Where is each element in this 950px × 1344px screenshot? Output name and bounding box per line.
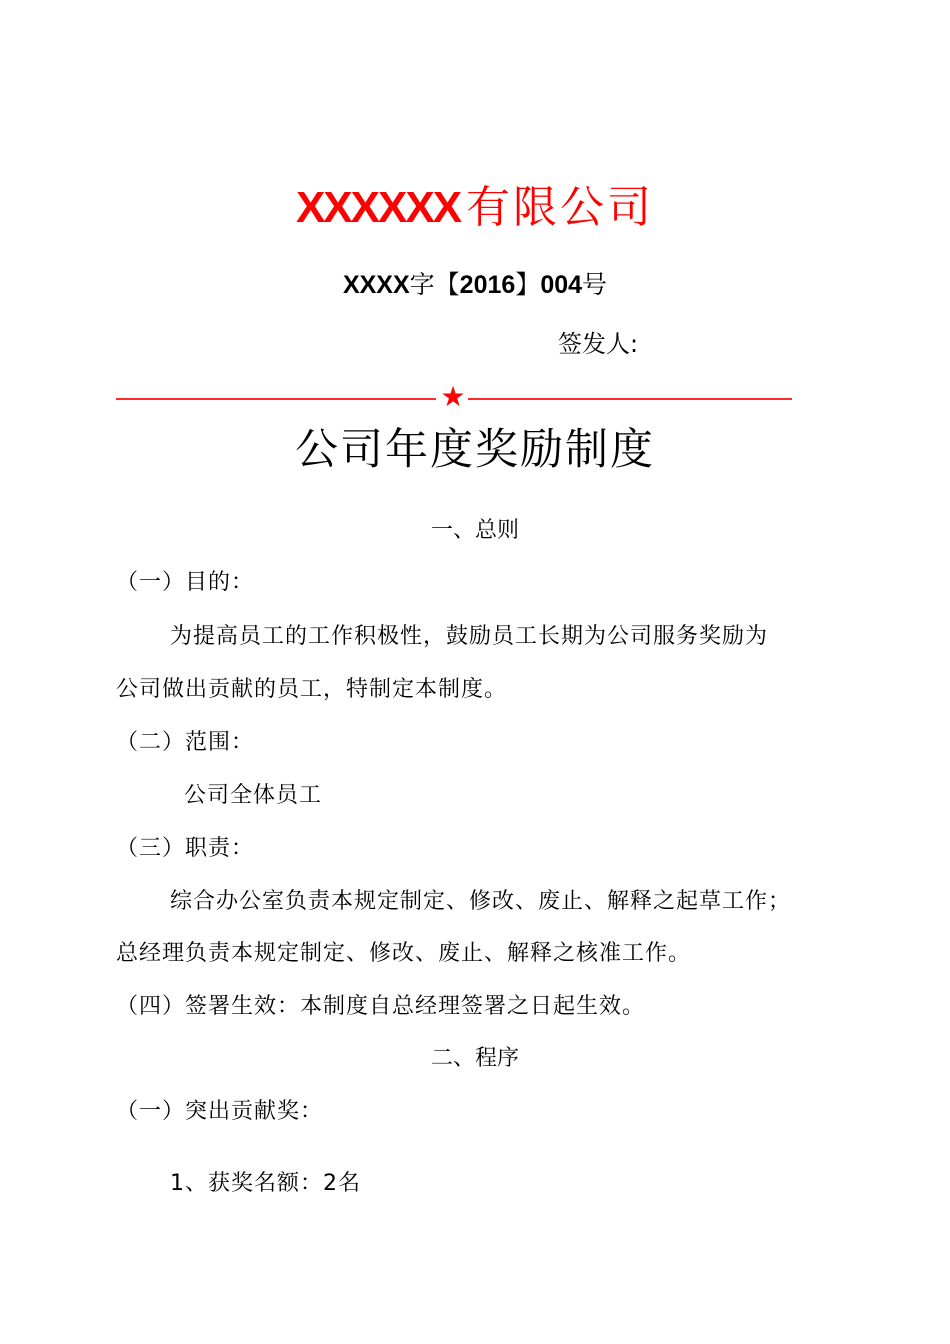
doc-number-prefix: XXXX — [342, 271, 410, 299]
company-name-latin: XXXXXX — [295, 183, 461, 232]
duty-label: （三）职责： — [116, 836, 255, 861]
company-name-cjk: 有限公司 — [466, 182, 655, 233]
purpose-label: （一）目的： — [116, 570, 255, 595]
section-heading-procedure: 二、程序 — [430, 1046, 519, 1071]
purpose-text-line-1: 为提高员工的工作积极性，鼓励员工长期为公司服务奖励为 — [170, 624, 769, 649]
scope-label: （二）范围： — [116, 730, 255, 755]
company-name — [0, 178, 950, 238]
effective-text: （四）签署生效：本制度自总经理签署之日起生效。 — [116, 994, 646, 1019]
doc-number-close: 】 — [515, 270, 541, 299]
doc-number-mid: 字【 — [409, 270, 460, 299]
duty-text-line-1: 综合办公室负责本规定制定、修改、废止、解释之起草工作； — [170, 889, 792, 914]
divider-rule-left — [116, 398, 436, 400]
duty-text-line-2: 总经理负责本规定制定、修改、废止、解释之核准工作。 — [116, 941, 692, 966]
signer-label: 签发人: — [558, 330, 639, 358]
star-icon: ★ — [440, 380, 466, 413]
section-heading-general: 一、总则 — [430, 518, 519, 543]
red-divider — [116, 380, 792, 416]
doc-number-year: 2016 — [459, 271, 516, 299]
award-label: （一）突出贡献奖： — [116, 1099, 324, 1124]
document-title: 公司年度奖励制度 — [295, 425, 655, 475]
scope-text: 公司全体员工 — [184, 783, 323, 808]
doc-number-suffix: 号 — [582, 270, 608, 299]
document-number — [0, 268, 950, 302]
doc-number-seq: 004 — [540, 271, 583, 299]
purpose-text-line-2: 公司做出贡献的员工，特制定本制度。 — [116, 677, 508, 702]
quota-text: 1、获奖名额：2名 — [170, 1171, 361, 1196]
divider-rule-right — [468, 398, 792, 400]
